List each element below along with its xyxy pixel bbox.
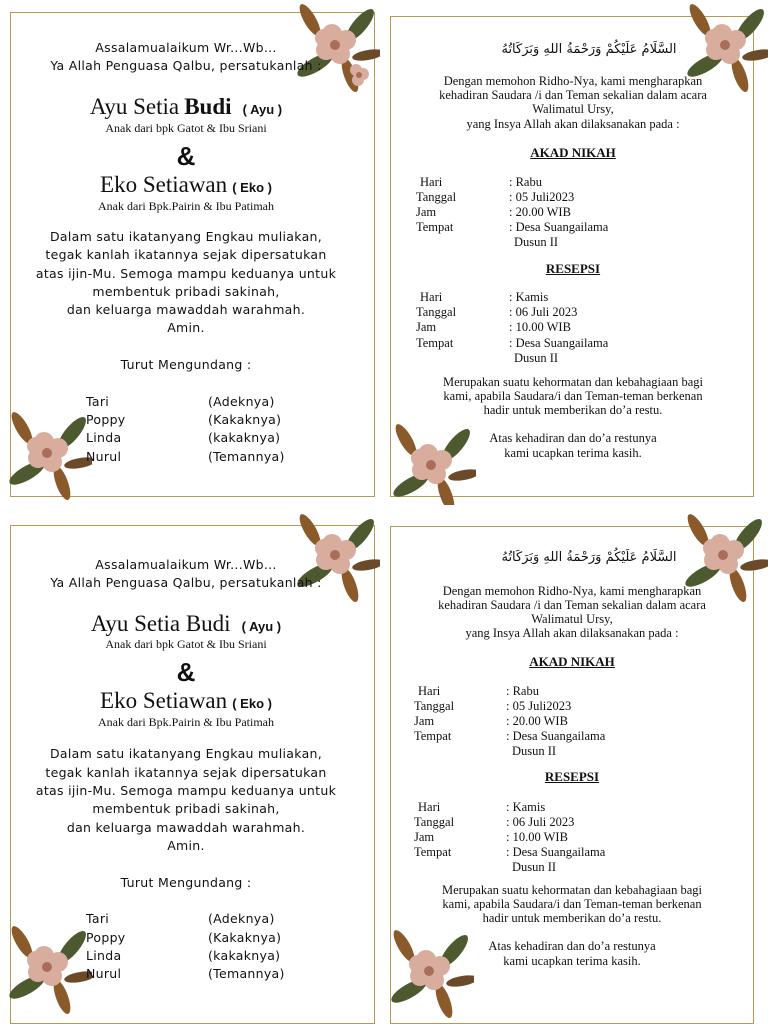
intro-line: yang Insya Allah akan dilaksanakan pada :: [465, 626, 679, 640]
poem-line: tegak kanlah ikatannya sejak dipersatukan: [45, 765, 327, 780]
akad-value: : 05 Juli2023: [509, 190, 575, 204]
resepsi-label: Tempat: [416, 336, 454, 350]
inviter-name: Poppy: [86, 412, 126, 427]
intro-line: kehadiran Saudara /i dan Teman sekalian dalam acara: [439, 88, 707, 102]
resepsi-title: RESEPSI: [544, 769, 600, 784]
flower-bouquet-icon: [2, 408, 92, 503]
poem-line: membentuk pribadi sakinah,: [92, 284, 280, 299]
inviter-name: Linda: [86, 430, 122, 445]
bride-name-plain: Ayu Setia: [89, 94, 180, 119]
poem-line: Amin.: [167, 838, 205, 853]
akad-title: AKAD NIKAH: [530, 145, 616, 160]
akad-place-line2: Dusun II: [514, 235, 559, 249]
akad-place-line2: Dusun II: [512, 744, 557, 758]
thanks-line: Atas kehadiran dan do’a restunya: [488, 939, 656, 953]
salam-text: Assalamualaikum Wr...Wb...: [95, 557, 277, 572]
groom-parents: Anak dari Bpk.Pairin & Ibu Patimah: [98, 715, 274, 729]
prayer-text: Ya Allah Penguasa Qalbu, persatukanlah :: [50, 575, 322, 590]
inviter-name: Linda: [86, 948, 122, 963]
intro-line: Dengan memohon Ridho-Nya, kami mengharapkan: [442, 584, 702, 598]
resepsi-value: : 06 Juli 2023: [509, 305, 578, 319]
bride-parents: Anak dari bpk Gatot & Ibu Sriani: [105, 121, 267, 135]
groom-name: [0, 172, 372, 198]
resepsi-label: Hari: [418, 800, 441, 814]
intro-line: yang Insya Allah akan dilaksanakan pada :: [466, 117, 680, 131]
akad-value: : 20.00 WIB: [509, 205, 571, 219]
groom-name-text: Eko Setiawan: [100, 172, 228, 197]
inviter-name: Nurul: [86, 966, 122, 981]
inviter-name: Poppy: [86, 930, 126, 945]
akad-label: Tempat: [416, 220, 454, 234]
ampersand: &: [176, 657, 196, 687]
closing-line: Merupakan suatu kehormatan dan kebahagiaan bagi: [442, 883, 702, 897]
inviter-relation: (kakaknya): [208, 948, 281, 963]
poem-line: dan keluarga mawaddah warahmah.: [66, 302, 306, 317]
poem-line: atas ijin-Mu. Semoga mampu keduanya untuk: [35, 266, 337, 281]
thanks-line: Atas kehadiran dan do’a restunya: [489, 431, 657, 445]
closing-line: kami, apabila Saudara/i dan Teman-teman berkenan: [442, 897, 702, 911]
thanks-line: kami ucapkan terima kasih.: [503, 954, 641, 968]
intro-line: kehadiran Saudara /i dan Teman sekalian dalam acara: [438, 598, 706, 612]
inviter-relation: (Temannya): [208, 449, 285, 464]
akad-label: Tempat: [414, 729, 452, 743]
salam-text: Assalamualaikum Wr...Wb...: [95, 40, 277, 55]
akad-value: : 05 Juli2023: [506, 699, 572, 713]
resepsi-label: Jam: [416, 320, 437, 334]
closing-line: Merupakan suatu kehormatan dan kebahagiaan bagi: [443, 375, 703, 389]
groom-nickname: ( Eko ): [232, 696, 272, 711]
inviter-name: Nurul: [86, 449, 122, 464]
groom-parents: Anak dari Bpk.Pairin & Ibu Patimah: [98, 199, 274, 213]
akad-value: : Desa Suangailama: [506, 729, 606, 743]
akad-label: Jam: [416, 205, 437, 219]
inviter-relation: (Kakaknya): [208, 412, 282, 427]
poem-line: tegak kanlah ikatannya sejak dipersatukan: [45, 247, 327, 262]
bride-name-bold: Budi: [184, 94, 232, 119]
arabic-salam: السَّلَامُ عَلَيْكُمْ وَرَحْمَةُ اللهِ وَبَرَكَاتُهُ: [501, 550, 677, 565]
invitation-left-bottom: [0, 510, 384, 1024]
akad-value: : Rabu: [506, 684, 539, 698]
resepsi-value: : 10.00 WIB: [506, 830, 568, 844]
akad-label: Tanggal: [414, 699, 455, 713]
invitation-right-top: [384, 0, 768, 505]
akad-label: Jam: [414, 714, 435, 728]
akad-value: : Desa Suangailama: [509, 220, 609, 234]
resepsi-label: Hari: [420, 290, 443, 304]
bride-name: [0, 94, 372, 120]
resepsi-value: : 10.00 WIB: [509, 320, 571, 334]
akad-value: : 20.00 WIB: [506, 714, 568, 728]
akad-label: Hari: [420, 175, 443, 189]
flower-bouquet-icon: [2, 922, 92, 1017]
resepsi-label: Tanggal: [414, 815, 455, 829]
intro-line: Walimatul Ursy,: [531, 612, 613, 626]
resepsi-place-line2: Dusun II: [514, 351, 559, 365]
groom-name-text: Eko Setiawan: [100, 688, 228, 713]
groom-name: [0, 688, 372, 714]
bride-name: [0, 611, 372, 637]
akad-label: Tanggal: [416, 190, 457, 204]
poem-line: Dalam satu ikatanyang Engkau muliakan,: [49, 746, 323, 761]
akad-label: Hari: [418, 684, 441, 698]
akad-value: : Rabu: [509, 175, 542, 189]
bride-parents: Anak dari bpk Gatot & Ibu Sriani: [105, 637, 267, 651]
bride-nickname: ( Ayu ): [242, 102, 283, 117]
poem-line: Amin.: [167, 320, 205, 335]
bride-nickname: ( Ayu ): [241, 619, 282, 634]
inviters-title: Turut Mengundang :: [120, 357, 252, 372]
resepsi-value: : Kamis: [506, 800, 546, 814]
inviter-name: Tari: [86, 911, 110, 926]
inviter-relation: (Adeknya): [208, 394, 275, 409]
groom-nickname: ( Eko ): [232, 180, 272, 195]
invitation-left-top: [0, 0, 384, 505]
inviters-title: Turut Mengundang :: [120, 875, 252, 890]
poem-line: atas ijin-Mu. Semoga mampu keduanya untuk: [35, 783, 337, 798]
resepsi-title: RESEPSI: [545, 261, 601, 276]
resepsi-label: Jam: [414, 830, 435, 844]
inviter-name: Tari: [86, 394, 110, 409]
intro-line: Walimatul Ursy,: [532, 102, 614, 116]
closing-line: hadir untuk memberikan do’a restu.: [483, 403, 663, 417]
akad-title: AKAD NIKAH: [529, 654, 615, 669]
inviter-relation: (Adeknya): [208, 911, 275, 926]
resepsi-value: : Desa Suangailama: [509, 336, 609, 350]
resepsi-label: Tempat: [414, 845, 452, 859]
poem-line: dan keluarga mawaddah warahmah.: [66, 820, 306, 835]
bride-name-full: Ayu Setia Budi: [90, 611, 231, 636]
prayer-text: Ya Allah Penguasa Qalbu, persatukanlah :: [50, 58, 322, 73]
arabic-salam: السَّلَامُ عَلَيْكُمْ وَرَحْمَةُ اللهِ وَبَرَكَاتُهُ: [501, 42, 677, 57]
resepsi-value: : 06 Juli 2023: [506, 815, 575, 829]
poem-line: Dalam satu ikatanyang Engkau muliakan,: [49, 229, 323, 244]
resepsi-label: Tanggal: [416, 305, 457, 319]
resepsi-value: : Kamis: [509, 290, 549, 304]
inviter-relation: (kakaknya): [208, 430, 281, 445]
poem-line: membentuk pribadi sakinah,: [92, 801, 280, 816]
resepsi-value: : Desa Suangailama: [506, 845, 606, 859]
invitation-right-bottom: [384, 510, 768, 1024]
inviter-relation: (Temannya): [208, 966, 285, 981]
closing-line: kami, apabila Saudara/i dan Teman-teman berkenan: [443, 389, 703, 403]
intro-line: Dengan memohon Ridho-Nya, kami mengharapkan: [443, 74, 703, 88]
thanks-line: kami ucapkan terima kasih.: [504, 446, 642, 460]
ampersand: &: [176, 141, 196, 171]
inviter-relation: (Kakaknya): [208, 930, 282, 945]
closing-line: hadir untuk memberikan do’a restu.: [482, 911, 662, 925]
resepsi-place-line2: Dusun II: [512, 860, 557, 874]
